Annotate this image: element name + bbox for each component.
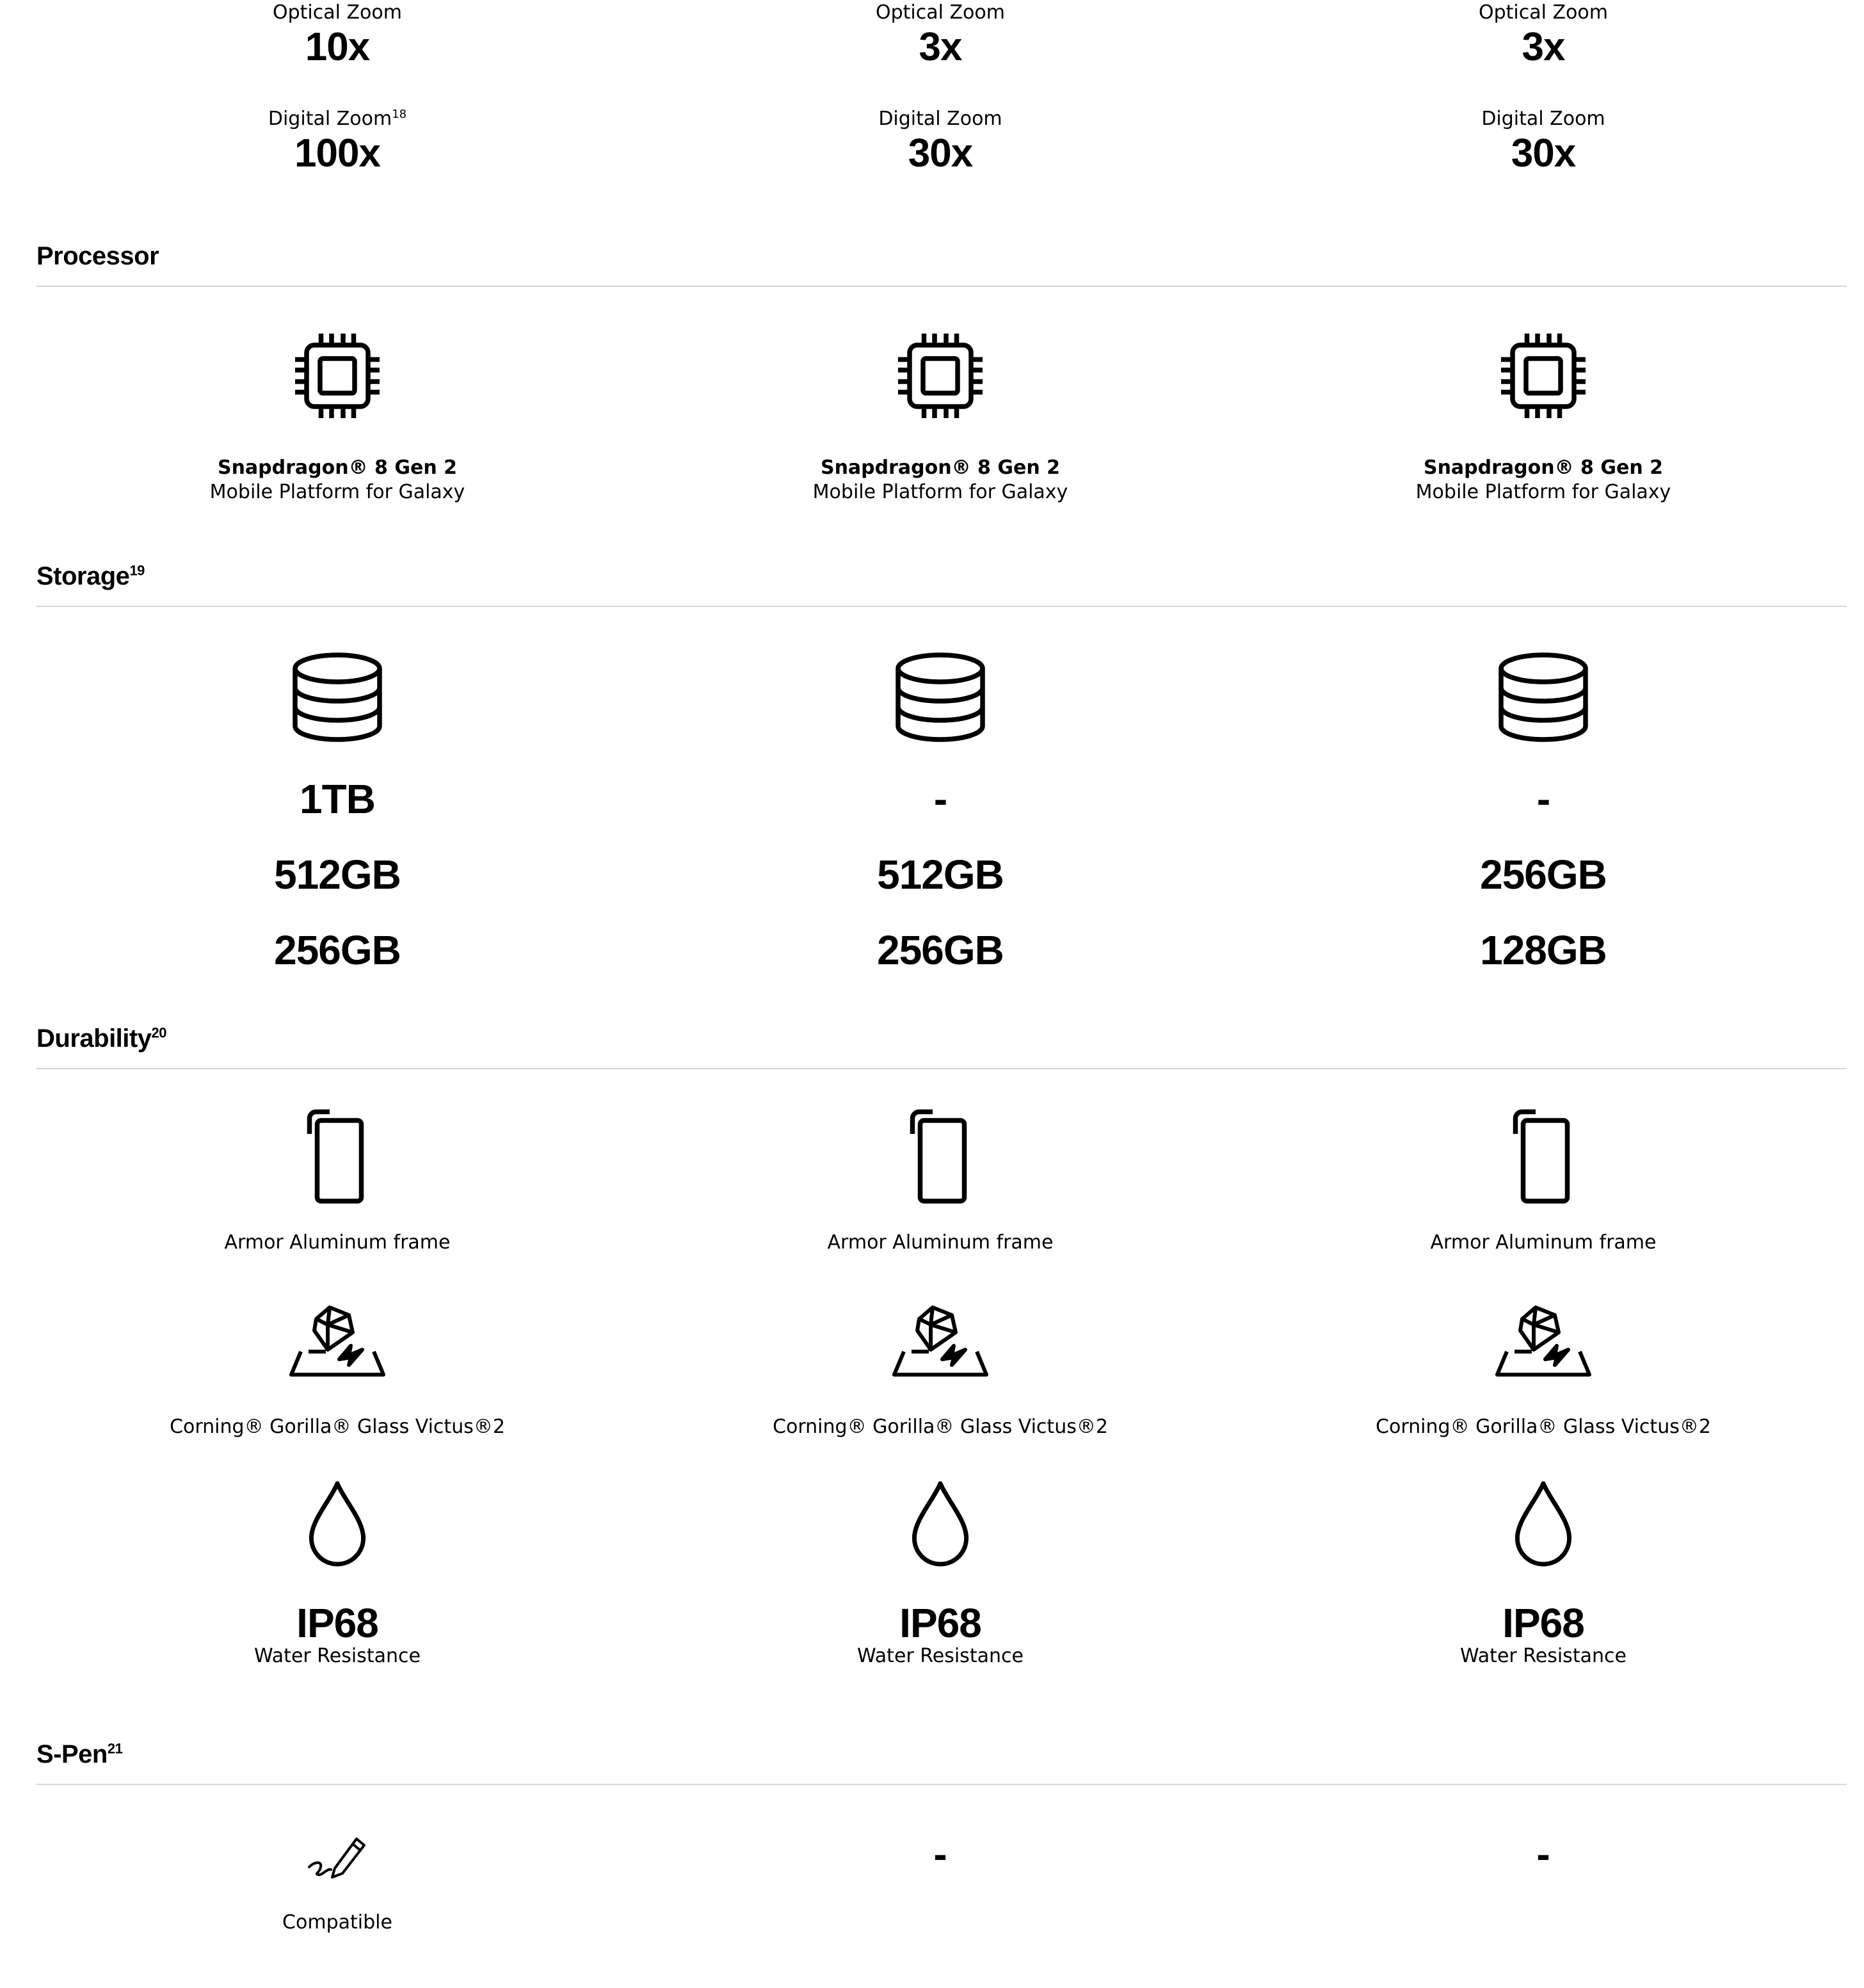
cpu-chip-icon <box>36 328 638 426</box>
glass-label: Corning® Gorilla® Glass Victus®2 <box>170 1416 505 1438</box>
processor-spec-col-2 <box>639 456 1241 505</box>
processor-spec-col-3 <box>1242 456 1844 505</box>
section-title-spen: S-Pen$^{21}$ <box>36 1740 123 1768</box>
water-resistance-col-2 <box>639 1602 1241 1669</box>
phone-frame-icon <box>1242 1109 1844 1208</box>
optical-zoom-value: 3x <box>1522 25 1565 69</box>
optical-zoom-value: 3x <box>919 25 962 69</box>
footnote-marker[interactable]: 18 <box>392 108 407 121</box>
storage-option: 512GB <box>877 852 1004 898</box>
optical-zoom-label: Optical Zoom <box>876 1 1005 24</box>
digital-zoom-col-3 <box>1242 108 1844 177</box>
ip-rating: IP68 <box>296 1600 378 1646</box>
section-divider <box>36 606 1847 607</box>
glass-label: Corning® Gorilla® Glass Victus®2 <box>1376 1416 1711 1438</box>
section-title-durability: Durability$^{20}$ <box>36 1024 166 1053</box>
optical-zoom-label: Optical Zoom <box>1479 1 1608 24</box>
frame-label: Armor Aluminum frame <box>224 1231 451 1254</box>
optical-zoom-col-2 <box>639 1 1241 70</box>
storage-options-col-3 <box>1242 775 1844 974</box>
database-stack-icon <box>1242 649 1844 748</box>
storage-option: 256GB <box>877 927 1004 973</box>
water-resistance-label: Water Resistance <box>254 1645 421 1667</box>
digital-zoom-label: Digital Zoom$^{18}$ <box>268 108 407 130</box>
storage-options-col-2 <box>639 775 1241 974</box>
pen-icon <box>36 1829 638 1882</box>
cpu-chip-icon <box>1242 328 1844 426</box>
water-drop-icon <box>1242 1479 1844 1571</box>
section-divider <box>36 1784 1847 1785</box>
database-stack-icon <box>36 649 638 748</box>
section-title-processor: Processor <box>36 242 159 270</box>
phone-frame-icon <box>36 1109 638 1208</box>
storage-option: 1TB <box>300 776 375 822</box>
optical-zoom-label: Optical Zoom <box>273 1 402 24</box>
optical-zoom-col-1 <box>36 1 638 70</box>
water-resistance-col-3 <box>1242 1602 1844 1669</box>
phone-frame-icon <box>639 1109 1241 1208</box>
digital-zoom-label: Digital Zoom <box>1481 108 1605 130</box>
frame-label: Armor Aluminum frame <box>1430 1231 1657 1254</box>
digital-zoom-col-1 <box>36 108 638 177</box>
processor-platform: Mobile Platform for Galaxy <box>1415 481 1671 503</box>
digital-zoom-value: 30x <box>1511 131 1576 175</box>
optical-zoom-col-3 <box>1242 1 1844 70</box>
diamond-glass-icon <box>1242 1304 1844 1383</box>
storage-option: - <box>933 776 947 822</box>
processor-name: Snapdragon® 8 Gen 2 <box>820 457 1061 479</box>
storage-option: - <box>1536 776 1550 822</box>
footnote-marker[interactable]: 20 <box>151 1024 166 1041</box>
footnote-marker[interactable]: 19 <box>129 562 145 579</box>
optical-zoom-value: 10x <box>305 25 370 69</box>
ip-rating: IP68 <box>1502 1600 1584 1646</box>
storage-option: 128GB <box>1480 927 1607 973</box>
digital-zoom-col-2 <box>639 108 1241 177</box>
section-divider <box>36 1068 1847 1069</box>
water-drop-icon <box>639 1479 1241 1571</box>
processor-name: Snapdragon® 8 Gen 2 <box>217 457 458 479</box>
glass-label: Corning® Gorilla® Glass Victus®2 <box>773 1416 1108 1438</box>
storage-option: 512GB <box>274 852 401 898</box>
database-stack-icon <box>639 649 1241 748</box>
spen-value: - <box>1536 1831 1550 1877</box>
water-resistance-label: Water Resistance <box>857 1645 1024 1667</box>
diamond-glass-icon <box>639 1304 1241 1383</box>
water-drop-icon <box>36 1479 638 1571</box>
section-divider <box>36 286 1847 287</box>
section-title-storage: Storage$^{19}$ <box>36 562 145 590</box>
storage-option: 256GB <box>274 927 401 973</box>
processor-platform: Mobile Platform for Galaxy <box>812 481 1068 503</box>
ip-rating: IP68 <box>899 1600 981 1646</box>
storage-options-col-1 <box>36 775 638 974</box>
processor-name: Snapdragon® 8 Gen 2 <box>1423 457 1664 479</box>
spen-value: - <box>933 1831 947 1877</box>
frame-label: Armor Aluminum frame <box>827 1231 1054 1254</box>
diamond-glass-icon <box>36 1304 638 1383</box>
footnote-marker[interactable]: 21 <box>107 1740 123 1757</box>
water-resistance-col-1 <box>36 1602 638 1669</box>
spen-compatible-label: Compatible <box>282 1911 392 1934</box>
processor-spec-col-1 <box>36 456 638 505</box>
cpu-chip-icon <box>639 328 1241 426</box>
storage-option: 256GB <box>1480 852 1607 898</box>
water-resistance-label: Water Resistance <box>1460 1645 1627 1667</box>
digital-zoom-label: Digital Zoom <box>878 108 1002 130</box>
processor-platform: Mobile Platform for Galaxy <box>209 481 465 503</box>
digital-zoom-value: 30x <box>908 131 973 175</box>
digital-zoom-value: 100x <box>294 131 380 175</box>
